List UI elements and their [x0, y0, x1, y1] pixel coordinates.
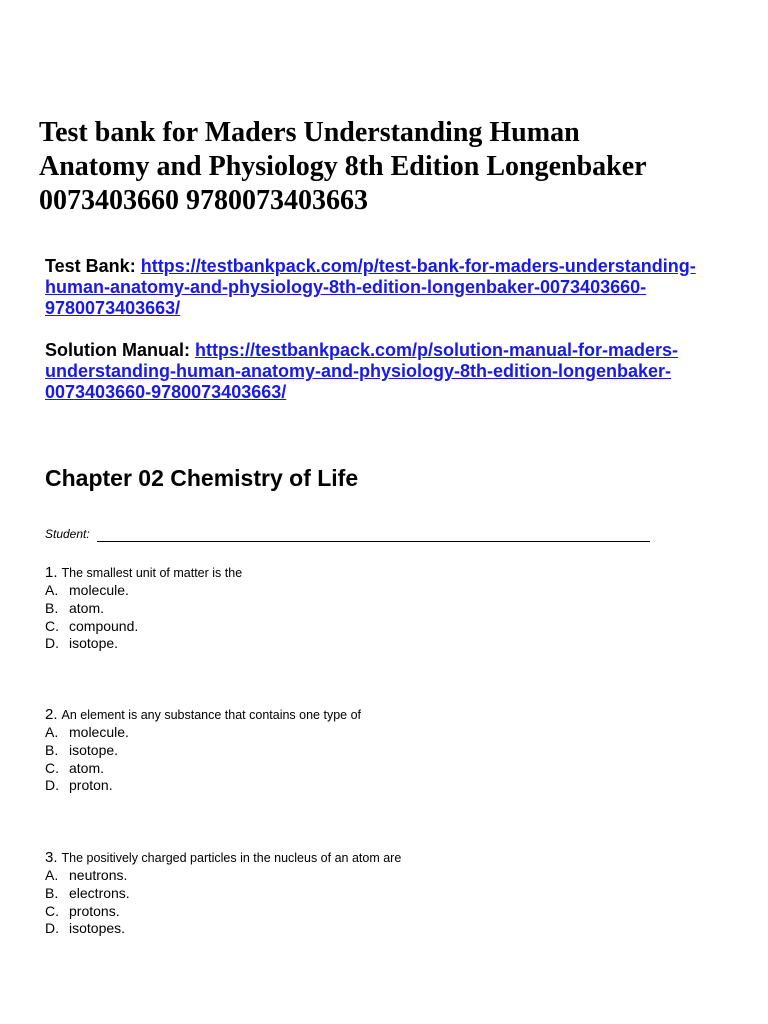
option-text: neutrons.: [69, 867, 128, 883]
option-a: [45, 582, 735, 600]
option-text: atom.: [69, 759, 105, 776]
option-text: molecule.: [69, 582, 129, 598]
solution-manual-link-block: [45, 340, 735, 403]
option-letter: C.: [45, 902, 59, 919]
option-text: compound.: [69, 617, 139, 634]
option-letter: A.: [45, 867, 59, 883]
option-text: molecule.: [69, 724, 129, 740]
option-text: electrons.: [69, 884, 130, 901]
test-bank-label: Test Bank:: [45, 256, 136, 276]
question-stem: [45, 848, 735, 867]
question-number: 3.: [45, 849, 58, 866]
test-bank-link-line-1[interactable]: https://testbankpack.com/p/test-bank-for-maders-understanding-: [140, 256, 696, 276]
question-number: 1.: [45, 564, 58, 581]
option-letter: C.: [45, 759, 59, 776]
option-text: protons.: [69, 902, 120, 919]
question-3: [45, 848, 735, 938]
question-text: The positively charged particles in the nucleus of an atom are: [61, 851, 402, 865]
option-text: isotope.: [69, 741, 119, 758]
solution-manual-link-line-1[interactable]: https://testbankpack.com/p/solution-manual-for-maders-: [195, 340, 679, 360]
test-bank-link-line-3[interactable]: 9780073403663/: [45, 298, 181, 318]
option-letter: B.: [45, 599, 59, 616]
option-letter: D.: [45, 635, 59, 652]
question-1: [45, 563, 735, 653]
question-stem: [45, 563, 735, 582]
option-b: [45, 742, 735, 760]
option-c: [45, 760, 735, 778]
title-line-1: Test bank for Maders Understanding Human: [39, 117, 580, 148]
option-letter: B.: [45, 741, 59, 758]
option-letter: D.: [45, 920, 59, 937]
option-b: [45, 600, 735, 618]
option-text: isotope.: [69, 635, 119, 652]
test-bank-link-line-2[interactable]: human-anatomy-and-physiology-8th-edition-longenbaker-0073403660-: [45, 277, 647, 297]
option-letter: B.: [45, 884, 59, 901]
title-line-2: Anatomy and Physiology 8th Edition Longenbaker: [39, 151, 647, 182]
title-line-3: 0073403660 9780073403663: [39, 185, 368, 216]
option-letter: D.: [45, 777, 59, 794]
option-b: [45, 885, 735, 903]
option-c: [45, 618, 735, 636]
question-text: An element is any substance that contains one type of: [61, 708, 362, 722]
option-letter: A.: [45, 582, 59, 598]
option-letter: C.: [45, 617, 59, 634]
option-a: [45, 867, 735, 885]
option-text: proton.: [69, 777, 113, 794]
document-title: [39, 116, 739, 218]
chapter-heading: Chapter 02 Chemistry of Life: [45, 465, 359, 491]
test-bank-link-block: [45, 256, 735, 319]
option-text: atom.: [69, 599, 105, 616]
student-label: Student:: [45, 527, 90, 541]
option-d: [45, 777, 735, 795]
solution-manual-label: Solution Manual:: [45, 340, 190, 360]
question-text: The smallest unit of matter is the: [61, 566, 243, 580]
option-c: [45, 903, 735, 921]
option-d: [45, 635, 735, 653]
solution-manual-link-line-2[interactable]: understanding-human-anatomy-and-physiology-8th-edition-longenbaker-: [45, 361, 672, 381]
option-text: isotopes.: [69, 920, 126, 937]
question-number: 2.: [45, 706, 58, 723]
option-a: [45, 724, 735, 742]
student-field: [45, 527, 650, 545]
student-name-line: [97, 541, 650, 542]
question-2: [45, 705, 735, 795]
solution-manual-link-line-3[interactable]: 0073403660-9780073403663/: [45, 382, 287, 402]
option-d: [45, 920, 735, 938]
question-stem: [45, 705, 735, 724]
option-letter: A.: [45, 724, 59, 740]
